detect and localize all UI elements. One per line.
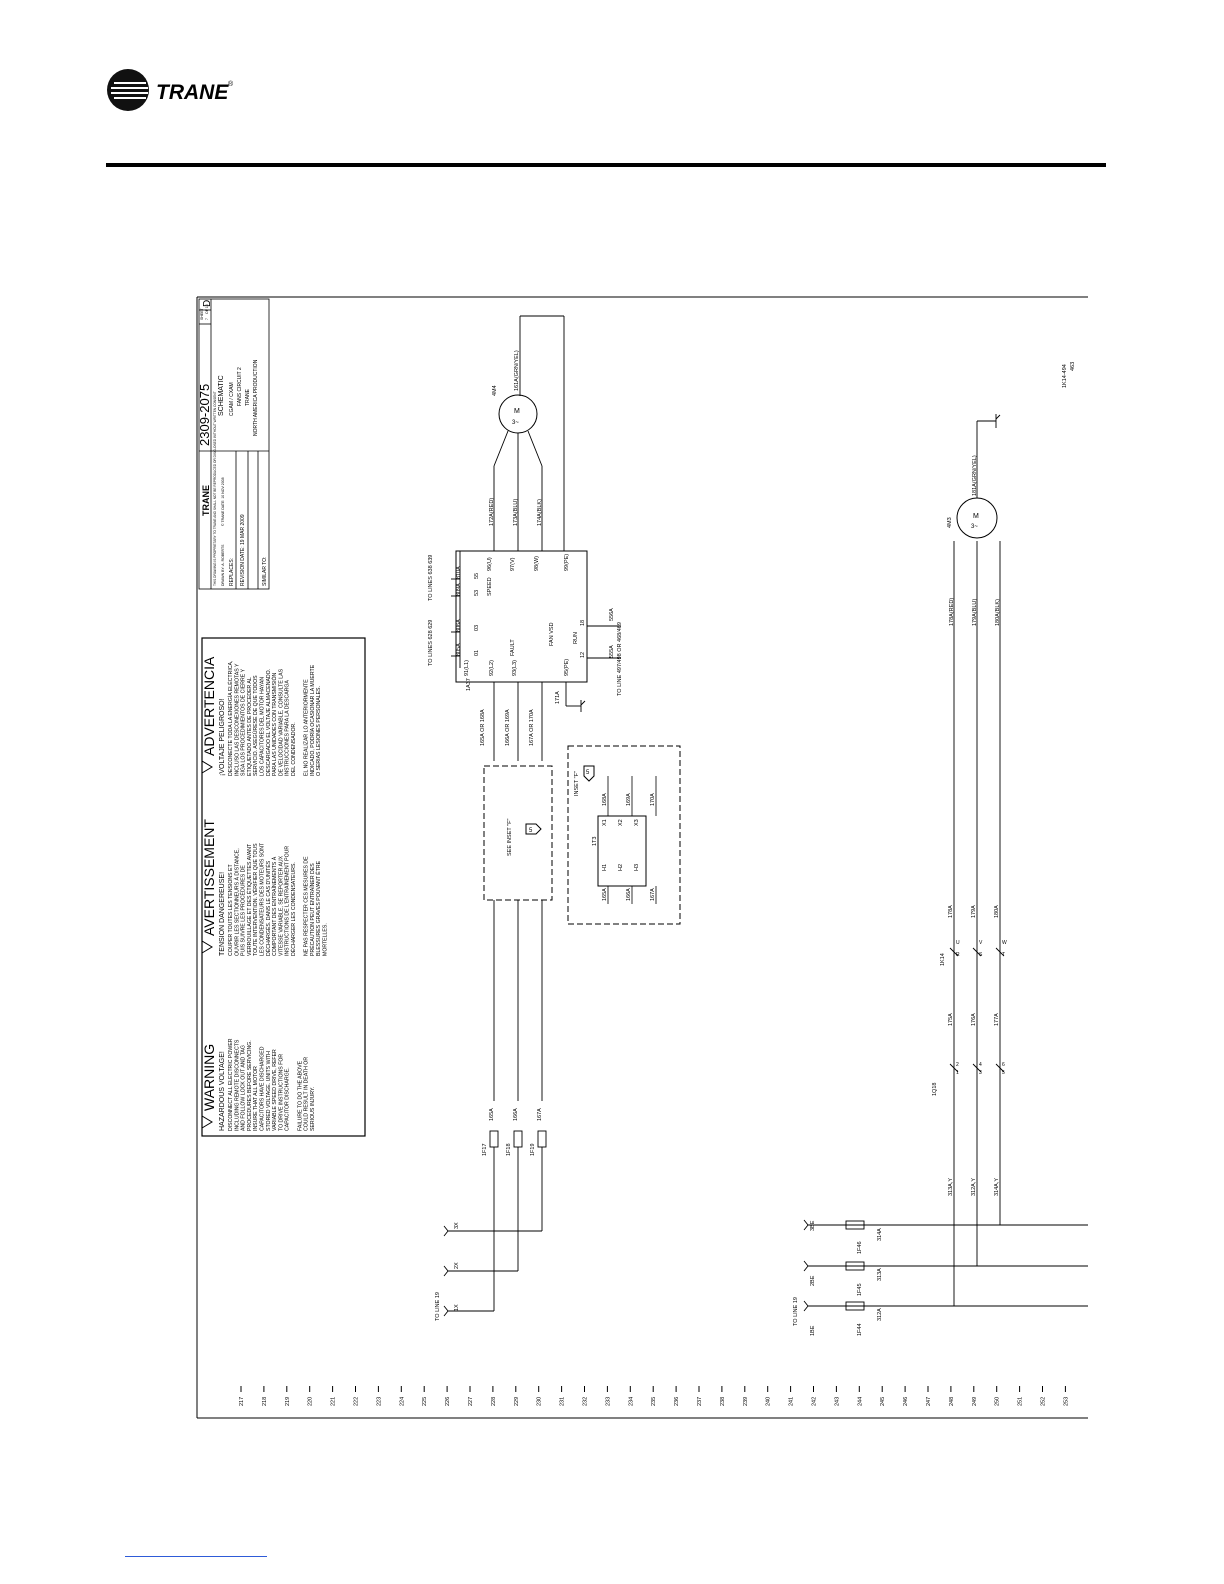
wire-168a-inset: 168A bbox=[602, 793, 608, 806]
warning-line-es: DE VELOCIDAD VARIABLE, CONSULTE LAS bbox=[278, 668, 285, 776]
vsd-to-lines-a: TO LINES 628 629 bbox=[428, 619, 434, 666]
wire-180a: 180A bbox=[994, 905, 1000, 918]
wire-181a: 181A(GRN/YEL) bbox=[972, 455, 978, 496]
contactor-pin-r: R bbox=[956, 952, 960, 958]
warning-line-en: CAPACITORS HAVE DISCHARGED bbox=[259, 1046, 266, 1131]
wire-179a-color: 179A(BLU) bbox=[972, 598, 978, 626]
warning-line-es: INDICADO, PODRÍA OCASIONAR LA MUERTE bbox=[309, 664, 316, 776]
contactor-1k14: 1K14 bbox=[940, 953, 946, 966]
ruler-line-number: 217 bbox=[239, 1396, 245, 1406]
ruler-line-number: 248 bbox=[948, 1396, 955, 1406]
contactor-pin-v: V bbox=[979, 940, 983, 946]
vsd-wiring bbox=[451, 316, 621, 761]
ruler-line-number: 238 bbox=[719, 1396, 726, 1406]
header-rule bbox=[106, 163, 1106, 167]
motor-4m3-3ph: 3~ bbox=[971, 524, 978, 530]
vsd-out-v: 97(V) bbox=[510, 557, 516, 571]
ruler-line-number: 228 bbox=[490, 1396, 497, 1406]
wire-177a: 177A bbox=[994, 1013, 1000, 1026]
ruler-line-number: 245 bbox=[880, 1396, 887, 1406]
warning-english bbox=[201, 1038, 316, 1131]
warning-triangle-icon bbox=[202, 941, 212, 953]
ruler-line-number: 227 bbox=[468, 1396, 474, 1406]
warning-line-es: PARA LAS UNIDADES CON TRANSMISIÓN bbox=[272, 672, 279, 776]
warning-spanish bbox=[201, 656, 322, 776]
warning-line-fr: BLESSURES GRAVES POUVANT ÊTRE bbox=[316, 860, 323, 956]
wire-810a: 810A bbox=[456, 566, 462, 579]
ruler-line-number: 231 bbox=[559, 1396, 566, 1406]
inset-f-tag bbox=[584, 766, 594, 781]
breaker-pin-4: 4 bbox=[979, 1062, 982, 1068]
warning-line-es: EL NO REALIZAR LO ANTERIORMENTE bbox=[303, 679, 310, 776]
warning-line-fr: PUIS SUIVRE LES PROCÉDURES DE bbox=[240, 865, 247, 956]
wire-176a: 176A bbox=[971, 1013, 977, 1026]
motor-4m3-note-a: 1K14-494 bbox=[1062, 364, 1068, 388]
warning-line-es: DESCARGADO EL VOLTAJE ALMACENADO. bbox=[265, 668, 272, 776]
warning-line-en: TO DRIVE INSTRUCTIONS FOR bbox=[278, 1053, 285, 1131]
warning-line-es: SIGA LOS PROCEDIMIENTOS DE CIERRE Y bbox=[240, 668, 247, 776]
lower-feed bbox=[793, 905, 1000, 1336]
transformer-ref: 1T3 bbox=[592, 836, 598, 846]
pin-h2: H2 bbox=[618, 863, 624, 871]
ruler-line-number: 229 bbox=[513, 1396, 520, 1406]
wire-312a: 312A bbox=[877, 1308, 883, 1321]
vsd-out-pe: 99(PE) bbox=[564, 553, 570, 571]
terminal-2be: 2BE bbox=[810, 1275, 816, 1286]
warning-line-en: VARIABLE SPEED DRIVE, REFER bbox=[272, 1049, 279, 1131]
wire-556a: 556A bbox=[609, 608, 615, 621]
warning-line-fr: NE PAS RESPECTER CES MESURES DE bbox=[303, 856, 310, 956]
warning-line-fr: COUPER TOUTES LES TENSIONS ET bbox=[228, 864, 234, 956]
ruler-line-number: 239 bbox=[742, 1396, 749, 1406]
jumper-313a-y: 313A,Y bbox=[948, 1177, 954, 1196]
warning-title-fr: AVERTISSEMENT bbox=[201, 819, 217, 936]
warning-line-es: SERVICIO. ASEGÚRESE DE QUE TODOS bbox=[253, 675, 260, 776]
warning-line-en: CAPACITOR DISCHARGE. bbox=[284, 1067, 291, 1131]
vsd-to-lines-b: TO LINES 638 639 bbox=[428, 554, 434, 601]
contactor-pin-u: U bbox=[956, 940, 960, 946]
warning-line-en: PROCEDURES BEFORE SERVICING. bbox=[246, 1040, 253, 1131]
vsd-out-w: 98(W) bbox=[534, 556, 540, 571]
ruler-line-number: 243 bbox=[834, 1396, 841, 1406]
wire-555a: 555A bbox=[609, 645, 615, 658]
pin-x2: X2 bbox=[618, 819, 624, 826]
warning-line-es: DEL CONDENSADOR. bbox=[291, 722, 297, 776]
warning-french bbox=[201, 819, 329, 956]
tb-replaces: REPLACES: bbox=[229, 557, 235, 586]
warning-line-fr: VERROUILLAGE ET DES ÉTIQUETTES AVANT bbox=[246, 843, 253, 956]
registered-mark: ® bbox=[228, 81, 234, 88]
vsd-fault-label: FAULT bbox=[510, 639, 516, 656]
vsd-pin-18: 18 bbox=[580, 619, 586, 626]
tb-division: NORTH AMERICA PRODUCTION bbox=[253, 359, 259, 436]
fuse-1f46: 1F46 bbox=[857, 1241, 863, 1254]
warning-line-fr: PRÉCAUTION PEUT ENTRAÎNER DES bbox=[309, 863, 316, 956]
pin-h1: H1 bbox=[602, 863, 608, 871]
vsd-run-to: TO LINE 497/498 OR 468/469 bbox=[617, 622, 623, 696]
tb-drawing-number: 2309-2075 bbox=[197, 383, 212, 446]
ruler-line-number: 235 bbox=[651, 1396, 658, 1406]
wire-809a: 809A bbox=[456, 583, 462, 596]
ruler-line-number: 234 bbox=[628, 1396, 635, 1406]
upper-feed bbox=[435, 1108, 543, 1321]
ruler-line-number: 242 bbox=[811, 1396, 818, 1406]
vsd-out-u: 96(U) bbox=[487, 557, 493, 571]
terminal-1x: 1X bbox=[454, 1304, 460, 1311]
ruler-line-number: 218 bbox=[261, 1396, 268, 1406]
breaker-pin-5: 5 bbox=[1002, 1070, 1005, 1076]
ruler-line-number: 223 bbox=[376, 1396, 383, 1406]
motor-4m3 bbox=[947, 362, 1076, 626]
terminal-3x: 3X bbox=[454, 1222, 460, 1229]
wire-178a: 178A bbox=[948, 905, 954, 918]
motor-4m3-note-b: 463 bbox=[1070, 361, 1076, 371]
warning-triangle-icon bbox=[202, 761, 212, 773]
warning-line-es: LOS CAPACITORES DEL MOTOR HAYAN bbox=[259, 676, 266, 776]
ruler-line-number: 246 bbox=[903, 1396, 910, 1406]
warning-title-es: ADVERTENCIA bbox=[201, 656, 217, 756]
warning-subtitle-es: ¡VOLTAJE PELIGROSO! bbox=[219, 698, 226, 776]
tb-brand: TRANE bbox=[201, 485, 211, 516]
vsd-in-pe: 95(PE) bbox=[564, 658, 570, 676]
motor-4m4-ref: 4M4 bbox=[492, 385, 498, 396]
wire-175a: 175A bbox=[948, 1013, 954, 1026]
terminal-3be: 3BE bbox=[810, 1220, 816, 1231]
trane-wordmark: TRANE bbox=[156, 81, 229, 104]
inset-f-tag-text: 5 bbox=[586, 770, 590, 776]
warning-line-fr: TOUTE INTERVENTION. VÉRIFIER QUE TOUS bbox=[253, 843, 260, 956]
ruler-line-number: 241 bbox=[788, 1396, 795, 1406]
vsd-in-l1: 91(L1) bbox=[464, 660, 470, 676]
fuse-1f18: 1F18 bbox=[506, 1143, 512, 1156]
warning-line-fr: OUVRIR LES SECTIONNEURS À DISTANCE, bbox=[234, 848, 241, 956]
wire-173a: 173A(BLU) bbox=[513, 498, 519, 526]
lower-to-line: TO LINE 19 bbox=[793, 1297, 799, 1326]
warning-line-en: COULD RESULT IN DEATH OR bbox=[303, 1056, 310, 1131]
tb-sheet-number: 7 bbox=[205, 318, 209, 320]
wire-165a: 165A bbox=[489, 1108, 495, 1121]
warning-line-fr: LES CONDENSATEURS DES MOTEURS SONT bbox=[259, 842, 266, 956]
contactor-pin-s: S bbox=[979, 952, 983, 958]
warning-line-en: AND FOLLOW LOCK OUT AND TAG bbox=[240, 1045, 247, 1131]
ruler-line-number: 236 bbox=[674, 1396, 681, 1406]
vsd-ref: 1A37 bbox=[466, 678, 472, 691]
vsd-label: FAN VSD bbox=[549, 622, 555, 646]
tb-sheet-of: OF 10 bbox=[205, 304, 209, 314]
warning-line-en: INSURE THAT ALL MOTOR bbox=[253, 1066, 260, 1131]
breaker-pin-3: 3 bbox=[979, 1070, 982, 1076]
breaker-pin-2: 2 bbox=[956, 1062, 959, 1068]
fuse-1f17: 1F17 bbox=[482, 1143, 488, 1156]
contactor-pin-w: W bbox=[1002, 940, 1007, 946]
warning-triangle-icon bbox=[202, 1116, 212, 1128]
tb-description: FANS CIRCUIT 2 bbox=[237, 367, 243, 406]
ruler-line-number: 253 bbox=[1063, 1396, 1070, 1406]
wire-166a-inset: 166A bbox=[626, 888, 632, 901]
ruler-line-number: 220 bbox=[307, 1396, 314, 1406]
vsd-speed-label: SPEED bbox=[487, 577, 493, 596]
warning-line-fr: MORTELLES. bbox=[322, 923, 329, 956]
ruler-line-number: 240 bbox=[765, 1396, 772, 1406]
warning-line-en: DISCONNECT ALL ELECTRIC POWER bbox=[228, 1038, 234, 1131]
fuse-1f19: 1F19 bbox=[530, 1143, 536, 1156]
ruler-line-number: 249 bbox=[971, 1396, 978, 1406]
wire-313a: 313A bbox=[877, 1268, 883, 1281]
warning-subtitle-en: HAZARDOUS VOLTAGE! bbox=[219, 1051, 226, 1131]
wire-806a: 806A bbox=[456, 619, 462, 632]
warning-line-en: STORED VOLTAGE. UNITS WITH bbox=[265, 1051, 272, 1131]
ruler-line-number: 244 bbox=[857, 1396, 864, 1406]
wire-161a: 161A(GRN/YEL) bbox=[514, 350, 520, 391]
line-number-ruler bbox=[239, 1386, 1069, 1406]
motor-4m4-m: M bbox=[514, 408, 520, 415]
tb-revision-date: REVISION DATE: 19 MAR 2009 bbox=[240, 514, 246, 586]
vsd-run-label: RUN bbox=[573, 632, 579, 644]
vsd-pin-03: 03 bbox=[474, 624, 480, 631]
upper-to-line: TO LINE 19 bbox=[435, 1292, 441, 1321]
wire-179a: 179A bbox=[971, 905, 977, 918]
breaker-1q18: 1Q18 bbox=[932, 1082, 938, 1096]
inset-reference-box bbox=[484, 766, 552, 900]
ruler-line-number: 250 bbox=[994, 1396, 1001, 1406]
wire-167a-inset: 167A bbox=[650, 888, 656, 901]
warning-line-es: INCLUSO LAS DESCONEXIONES REMOTAS Y bbox=[234, 663, 241, 776]
tb-copyright: © TRANE DATE: 10 NOV 2008 bbox=[221, 477, 225, 526]
vsd-in-wire-3: 167A OR 170A bbox=[529, 709, 535, 746]
inset-f-box bbox=[568, 746, 680, 924]
tb-revision-letter: D bbox=[202, 299, 213, 307]
ruler-line-number: 251 bbox=[1017, 1396, 1024, 1406]
motor-4m3-ref: 4M3 bbox=[947, 517, 953, 528]
ruler-line-number: 233 bbox=[605, 1396, 612, 1406]
schematic-drawing bbox=[196, 296, 1088, 1419]
ruler-line-number: 247 bbox=[926, 1396, 932, 1406]
contactor-pin-t: T bbox=[1002, 952, 1006, 958]
warning-line-en: SERIOUS INJURY. bbox=[309, 1086, 316, 1131]
footer-link-underline[interactable] bbox=[125, 1556, 267, 1557]
wire-166a: 166A bbox=[513, 1108, 519, 1121]
vsd-pin-53: 53 bbox=[474, 589, 480, 596]
warning-line-es: INSTRUCCIONES PARA LA DESCARGA bbox=[284, 680, 291, 776]
tb-legal-note: THIS DRAWING IS PROPRIETARY TO TRANE AND SHALL NOT BE REPRODUCED OR DISCLOSED WITHOUT WRITTEN CONSENT bbox=[213, 391, 217, 586]
ruler-line-number: 230 bbox=[536, 1396, 543, 1406]
warning-line-es: O SERIAS LESIONES PERSONALES. bbox=[316, 686, 323, 776]
vsd-in-wire-4: 171A bbox=[555, 691, 561, 704]
wire-174a: 174A(BLK) bbox=[537, 499, 543, 526]
jumper-314a-y: 314A,Y bbox=[994, 1177, 1000, 1196]
ruler-line-number: 222 bbox=[353, 1396, 360, 1406]
warning-title-en: WARNING bbox=[201, 1043, 217, 1111]
tb-drawn-by: DRAWN BY: A. ROBERTS bbox=[221, 544, 225, 586]
fuse-1f44: 1F44 bbox=[857, 1323, 863, 1336]
warning-line-fr: VITESSE VARIABLE, SE REPORTER AUX bbox=[278, 855, 285, 956]
terminal-1be: 1BE bbox=[810, 1325, 816, 1336]
tb-sheet-label: SHEET bbox=[200, 308, 204, 320]
pin-h3: H3 bbox=[634, 863, 640, 871]
wire-178a-color: 178A(RED) bbox=[949, 597, 955, 626]
tb-similar-to: SIMILAR TO: bbox=[262, 556, 268, 586]
wire-172a: 172A(RED) bbox=[489, 497, 495, 526]
warning-subtitle-fr: TENSION DANGEREUSE! bbox=[219, 871, 226, 956]
ruler-line-number: 252 bbox=[1040, 1396, 1047, 1406]
vsd-in-l3: 93(L3) bbox=[512, 660, 518, 676]
warning-line-en: FAILURE TO DO THE ABOVE bbox=[297, 1060, 304, 1131]
inset-f-title: INSET "F" bbox=[574, 771, 580, 796]
pin-x1: X1 bbox=[602, 819, 608, 826]
jumper-312a-y: 312A,Y bbox=[971, 1177, 977, 1196]
inset-reference-label: SEE INSET "F" bbox=[507, 818, 513, 856]
warning-line-fr: DÉCHARGÉS. DANS LE CAS D'UNITÉS bbox=[265, 860, 272, 956]
wire-169a-inset: 169A bbox=[626, 793, 632, 806]
warning-line-en: INCLUDING REMOTE DISCONNECTS bbox=[234, 1039, 241, 1131]
ruler-line-number: 232 bbox=[582, 1396, 589, 1406]
wire-170a-inset: 170A bbox=[650, 793, 656, 806]
ruler-line-number: 226 bbox=[445, 1396, 452, 1406]
motor-4m3-m: M bbox=[973, 513, 979, 520]
warning-line-es: ETIQUETADO ANTES DE PROCEDER AL bbox=[246, 677, 253, 776]
trane-logo bbox=[106, 68, 246, 116]
tb-models: CGAM / CXAM bbox=[229, 382, 235, 416]
wire-314a: 314A bbox=[877, 1228, 883, 1241]
warning-line-fr: DÉCHARGER LES CONDENSATEURS. bbox=[291, 862, 297, 956]
wire-165a-inset: 165A bbox=[602, 888, 608, 901]
tb-company: TRANE bbox=[245, 389, 251, 406]
vsd-pin-01: 01 bbox=[474, 649, 480, 656]
warning-line-fr: COMPORTANT DES ENTRAÎNEMENTS À bbox=[272, 856, 279, 956]
motor-4m4-3ph: 3~ bbox=[512, 420, 519, 426]
wire-167a: 167A bbox=[537, 1108, 543, 1121]
wire-805a: 805A bbox=[456, 643, 462, 656]
inset-reference-tag bbox=[526, 824, 541, 834]
ruler-line-number: 224 bbox=[399, 1396, 406, 1406]
schematic-sheet bbox=[196, 296, 1088, 1419]
breaker-pin-1: 1 bbox=[956, 1070, 959, 1076]
tb-doc-type: SCHEMATIC bbox=[218, 375, 225, 416]
vsd-in-wire-1: 165A OR 168A bbox=[480, 709, 486, 746]
ruler-line-number: 237 bbox=[697, 1396, 703, 1406]
fuse-1f45: 1F45 bbox=[857, 1283, 863, 1296]
motor-4m4 bbox=[489, 350, 543, 526]
warning-line-es: DESCONECTE TODA LA ENERGÍA ELÉCTRICA, bbox=[228, 660, 234, 776]
terminal-2x: 2X bbox=[454, 1262, 460, 1269]
vsd-pin-55: 55 bbox=[474, 572, 480, 579]
breaker-pin-6: 6 bbox=[1002, 1062, 1005, 1068]
vsd-in-wire-2: 166A OR 169A bbox=[505, 709, 511, 746]
vsd-in-l2: 92(L2) bbox=[489, 660, 495, 676]
ruler-line-number: 219 bbox=[284, 1396, 291, 1406]
wire-180a-color: 180A(BLK) bbox=[995, 599, 1001, 626]
ruler-line-number: 225 bbox=[422, 1396, 429, 1406]
ruler-line-number: 221 bbox=[330, 1396, 337, 1406]
inset-reference-tag-text: 5 bbox=[529, 828, 533, 834]
vsd-pin-12: 12 bbox=[580, 651, 586, 658]
warning-line-fr: INSTRUCTIONS DE L'ENTRAÎNEMENT POUR bbox=[284, 845, 291, 956]
pin-x3: X3 bbox=[634, 819, 640, 826]
